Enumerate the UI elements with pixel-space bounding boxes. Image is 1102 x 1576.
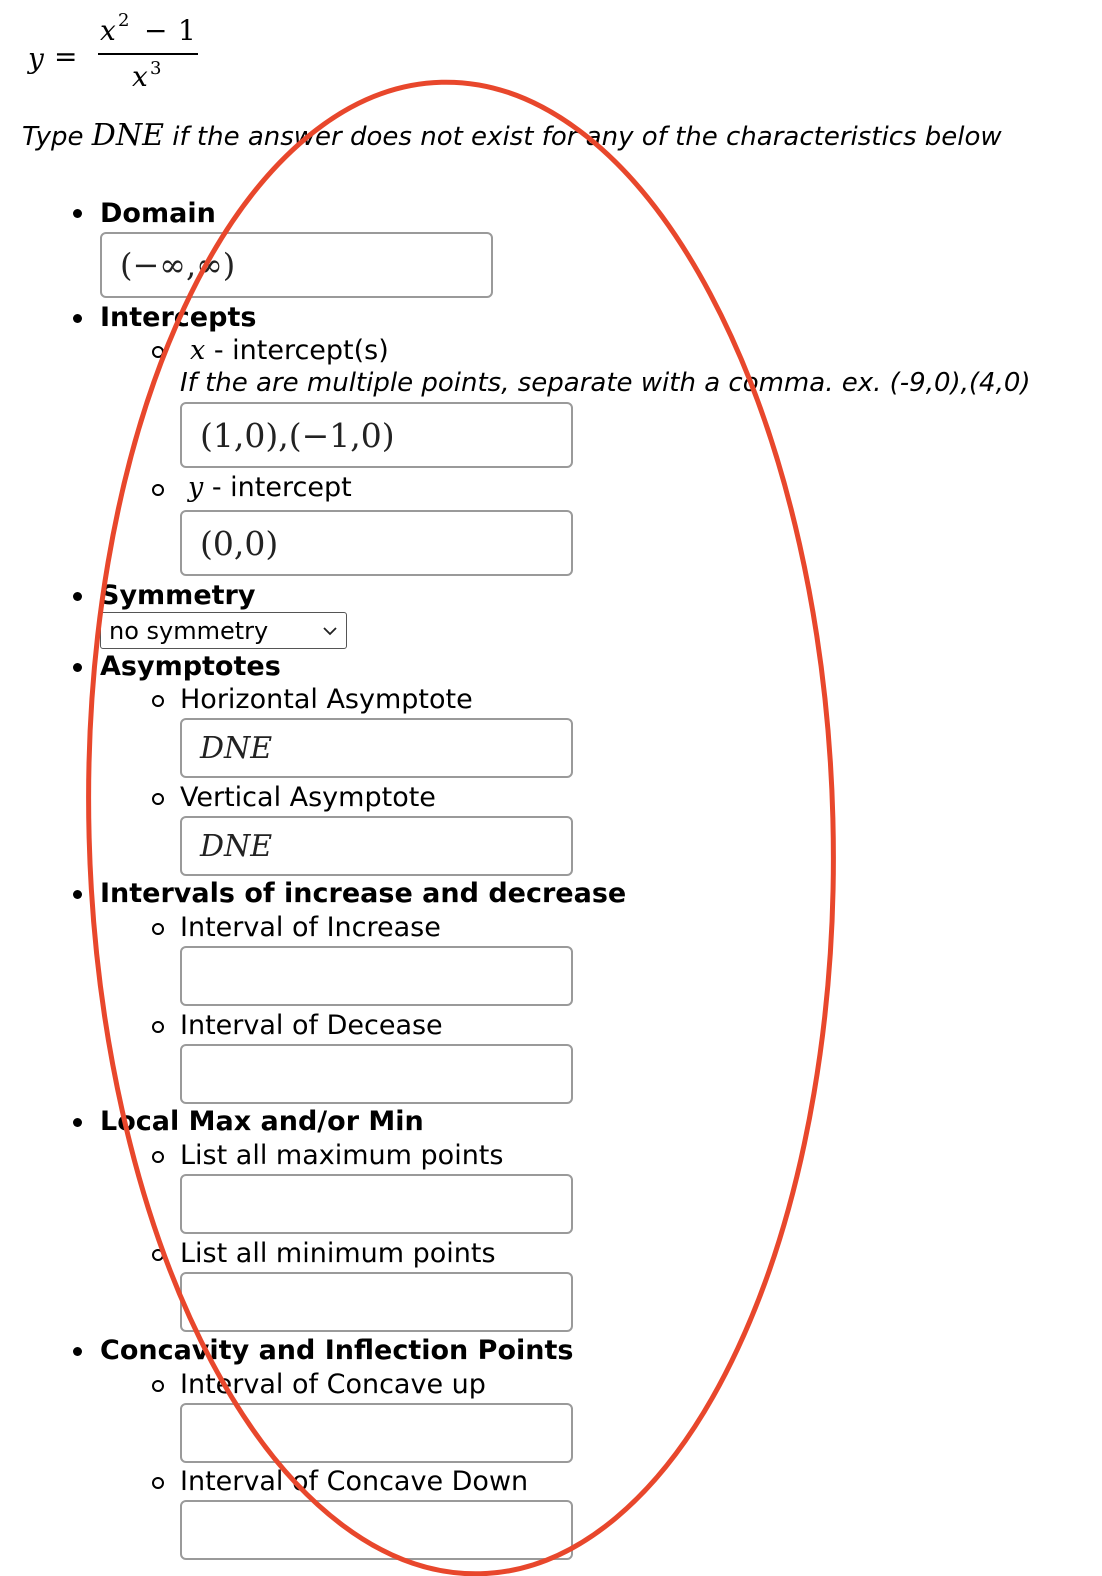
max-points-label: List all maximum points: [180, 1140, 504, 1171]
x-intercept-hint: If the are multiple points, separate with a comma. ex. (-9,0),(4,0): [180, 368, 1031, 398]
x-intercept-text: - intercept(s): [205, 335, 389, 366]
sub-bullet: [152, 695, 164, 707]
bullet: [73, 1118, 82, 1127]
sub-bullet: [152, 1477, 164, 1489]
min-points-input[interactable]: [180, 1272, 573, 1332]
sub-bullet: [152, 1249, 164, 1261]
y-intercept-input[interactable]: [180, 510, 573, 576]
numerator-exponent: 2: [118, 10, 130, 31]
sub-bullet: [152, 484, 164, 496]
fraction-bar: [98, 53, 198, 55]
intervals-heading: Intervals of increase and decrease: [100, 878, 627, 909]
sub-bullet: [152, 1021, 164, 1033]
sub-bullet: [152, 923, 164, 935]
symmetry-selected: no symmetry: [109, 616, 269, 645]
domain-value: (−∞,∞): [120, 246, 236, 284]
chevron-down-icon: [322, 625, 338, 637]
numerator-x: x: [100, 14, 116, 47]
domain-heading: Domain: [100, 198, 216, 229]
numerator-minus: −: [144, 14, 168, 47]
max-points-input[interactable]: [180, 1174, 573, 1234]
equation-y: y: [28, 42, 44, 75]
horizontal-asymptote-label: Horizontal Asymptote: [180, 684, 473, 715]
sub-bullet: [152, 1151, 164, 1163]
x-intercept-value: (1,0),(−1,0): [200, 415, 395, 455]
concave-up-label: Interval of Concave up: [180, 1369, 486, 1400]
bullet: [73, 314, 82, 323]
sub-bullet: [152, 1380, 164, 1392]
bullet: [73, 1347, 82, 1356]
bullet: [73, 592, 82, 601]
vertical-asymptote-value: DNE: [200, 828, 273, 864]
vertical-asymptote-label: Vertical Asymptote: [180, 782, 436, 813]
min-points-label: List all minimum points: [180, 1238, 496, 1269]
equation-equals: =: [54, 40, 78, 73]
intercepts-heading: Intercepts: [100, 302, 257, 333]
interval-decrease-label: Interval of Decease: [180, 1010, 443, 1041]
horizontal-asymptote-value: DNE: [200, 730, 273, 766]
sub-bullet: [152, 346, 164, 358]
instruction-dne: DNE: [91, 118, 164, 153]
asymptotes-heading: Asymptotes: [100, 651, 281, 682]
bullet: [73, 890, 82, 899]
vertical-asymptote-input[interactable]: [180, 816, 573, 876]
interval-increase-input[interactable]: [180, 946, 573, 1006]
y-intercept-value: (0,0): [200, 523, 279, 563]
interval-decrease-input[interactable]: [180, 1044, 573, 1104]
equation: [28, 10, 218, 100]
concave-down-label: Interval of Concave Down: [180, 1466, 529, 1497]
instruction-prefix: Type: [22, 122, 92, 152]
domain-input[interactable]: [100, 232, 493, 298]
y-intercept-text: - intercept: [203, 472, 352, 503]
symmetry-heading: Symmetry: [100, 580, 256, 611]
y-intercept-label: [188, 472, 352, 503]
instruction-text: [22, 118, 1002, 153]
bullet: [73, 209, 82, 218]
y-intercept-var: y: [188, 472, 204, 503]
denominator-exponent: 3: [150, 58, 162, 79]
x-intercept-input[interactable]: [180, 402, 573, 468]
numerator-one: 1: [178, 14, 196, 47]
concave-down-input[interactable]: [180, 1500, 573, 1560]
denominator-x: x: [132, 60, 148, 93]
x-intercept-var: x: [190, 335, 206, 366]
instruction-suffix: if the answer does not exist for any of the characteristics below: [163, 122, 1002, 152]
bullet: [73, 663, 82, 672]
concavity-heading: Concavity and Inflection Points: [100, 1335, 574, 1366]
interval-increase-label: Interval of Increase: [180, 912, 441, 943]
symmetry-select[interactable]: [100, 612, 347, 649]
x-intercept-label: [190, 335, 389, 366]
horizontal-asymptote-input[interactable]: [180, 718, 573, 778]
extrema-heading: Local Max and/or Min: [100, 1106, 424, 1137]
concave-up-input[interactable]: [180, 1403, 573, 1463]
sub-bullet: [152, 793, 164, 805]
